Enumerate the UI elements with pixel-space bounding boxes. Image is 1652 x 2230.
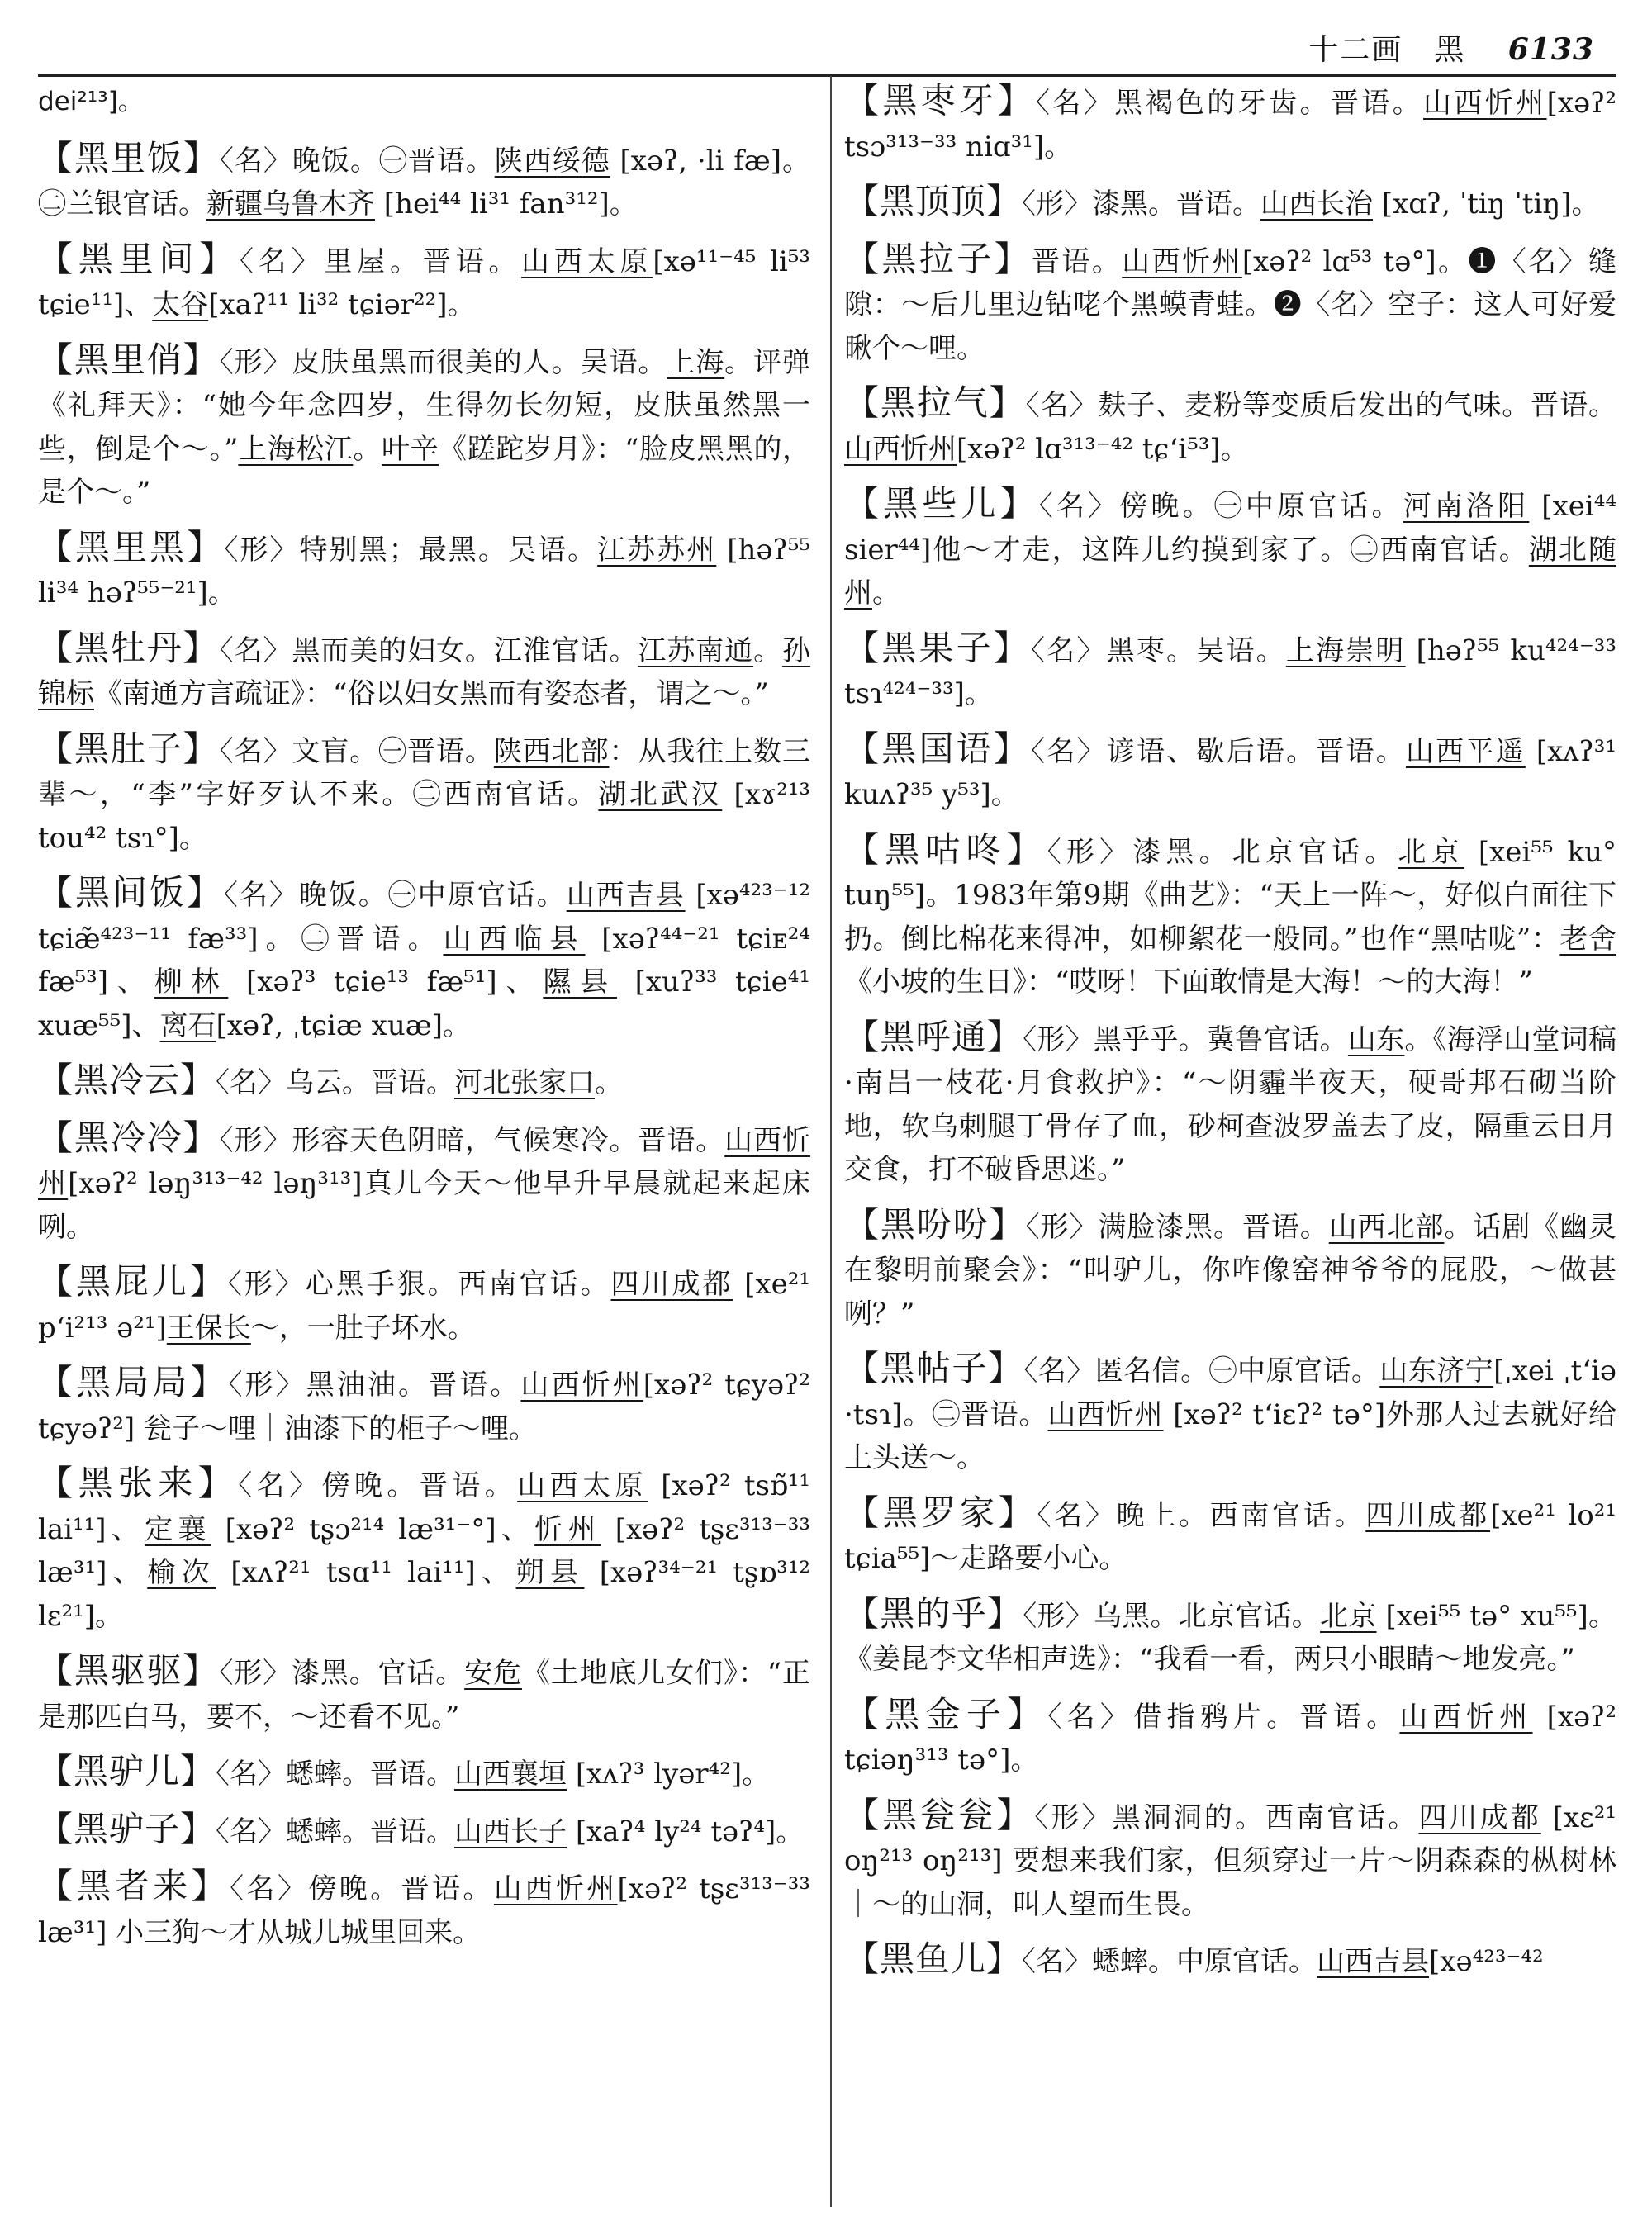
entry-text: [xə⁴²³⁻¹² tɕiæ̃⁴²³⁻¹¹ fæ³³]。㊁晋语。: [38, 879, 811, 956]
entry-text: [xəʔ² tʻiɛʔ² tə°]外那人过去就好给上头送～。: [844, 1397, 1617, 1474]
entry-text: [həʔ⁵⁵ ku⁴²⁴⁻³³ tsɿ⁴²⁴⁻³³]。: [844, 633, 1617, 710]
underlined-term: 朔县: [515, 1556, 585, 1589]
entry-headword: 【黑果子】: [844, 627, 1032, 668]
entry-headword: 【黑拉气】: [844, 382, 1026, 423]
entry-text: 〈名〉匿名信。㊀中原官话。: [1023, 1355, 1380, 1388]
dictionary-entry: [38, 1260, 810, 1350]
entry-headword: 【黑里黑】: [38, 526, 225, 567]
entry-text: 〈名〉蟋蟀。中原官话。: [1022, 1945, 1317, 1978]
underlined-term: 上海: [667, 345, 725, 379]
dictionary-entry: [844, 1492, 1616, 1581]
entry-text: 。: [353, 432, 382, 466]
dictionary-entry: [844, 1203, 1616, 1336]
underlined-term: 山西吉县: [1317, 1945, 1430, 1978]
underlined-term: 湖北武汉: [598, 778, 723, 811]
underlined-term: 忻州: [534, 1512, 601, 1546]
entry-text: 〈形〉漆黑。北京官话。: [1047, 835, 1398, 869]
entry-text: 〈形〉满脸漆黑。晋语。: [1025, 1210, 1329, 1244]
entry-text: 〈名〉黑枣。吴语。: [1031, 633, 1286, 667]
entry-text: 〈名〉傍晚。晋语。: [238, 1469, 518, 1502]
dictionary-entry: [844, 627, 1616, 716]
underlined-term: 山东济宁: [1379, 1355, 1494, 1388]
dictionary-entry: [38, 627, 810, 716]
left-column: [38, 79, 810, 1966]
entry-text: [xəʔ² ləŋ³¹³⁻⁴² ləŋ³¹³]真儿今天～他早升早晨就起来起床咧。: [38, 1167, 810, 1244]
entry-text: [xʌʔ³¹ kuʌʔ³⁵ y⁵³]。: [844, 734, 1616, 811]
header-rule: [38, 74, 1616, 77]
entry-text: 〈形〉黑洞洞的。西南官话。: [1034, 1801, 1419, 1834]
entry-text: 《南通方言疏证》：“俗以妇女黑而有姿态者，谓之～。”: [94, 677, 769, 710]
entry-text: [xəʔ² tɕiəŋ³¹³ tə°]。: [844, 1700, 1617, 1777]
entry-headword: 【黑冷冷】: [38, 1117, 220, 1158]
dictionary-entry: [38, 871, 810, 1047]
underlined-term: 山西北部: [1328, 1210, 1445, 1244]
dictionary-entry: [38, 238, 810, 327]
underlined-term: 山东: [1347, 1022, 1405, 1056]
entry-text: [hei⁴⁴ li³¹ fan³¹²]。: [375, 187, 638, 221]
entry-text: ～，一肚子坏水。: [250, 1311, 476, 1345]
entry-text: [xʌʔ³ lyər⁴²]。: [567, 1758, 771, 1791]
underlined-term: 山西长子: [454, 1815, 567, 1848]
dictionary-entry: [38, 137, 810, 226]
entry-text: [xəʔ² tʂɛ³¹³⁻³³ læ³¹]、: [38, 1512, 811, 1589]
dictionary-entry: [844, 1347, 1616, 1480]
entry-text: 〈名〉黑而美的妇女。江淮官话。: [219, 633, 638, 667]
dictionary-entry: [38, 526, 810, 615]
underlined-term: 河南洛阳: [1403, 490, 1530, 523]
underlined-term: 山西临县: [443, 922, 586, 956]
entry-headword: 【黑里间】: [38, 238, 240, 279]
entry-headword: 【黑呼通】: [844, 1016, 1023, 1057]
entry-headword: 【黑瓮瓮】: [844, 1794, 1035, 1835]
entry-text: [xei⁵⁵ ku° tuŋ⁵⁵]。1983年第9期《曲艺》：“天上一阵～，好似白面往下扔。倒比棉花来得冲，如柳絮花一般同。”也作“黑咕咙”：: [844, 835, 1617, 956]
page-number: 6133: [1507, 32, 1594, 67]
entry-text: [xaʔ⁴ ly²⁴ təʔ⁴]。: [567, 1815, 805, 1848]
entry-text: [xəʔ² lɑ³¹³⁻⁴² tɕʻi⁵³]。: [957, 432, 1249, 466]
underlined-term: 四川成都: [1418, 1801, 1541, 1834]
underlined-term: 榆次: [147, 1556, 216, 1589]
dictionary-entry: [38, 339, 810, 515]
entry-text: 〈名〉乌云。晋语。: [216, 1066, 455, 1099]
section-label: 十二画 黑: [1308, 33, 1466, 67]
entry-text: [ˌxei ˌtʻiə ·tsɿ]。㊁晋语。: [844, 1355, 1617, 1431]
entry-headword: 【黑鱼儿】: [844, 1938, 1023, 1979]
entry-headword: 【黑国语】: [844, 728, 1032, 769]
entry-headword: 【黑罗家】: [844, 1492, 1037, 1533]
underlined-term: 北京: [1320, 1599, 1377, 1633]
entry-headword: 【黑些儿】: [844, 483, 1039, 524]
underlined-term: 山西襄垣: [454, 1758, 567, 1791]
dictionary-entry: [844, 1693, 1616, 1782]
dictionary-entry: [38, 1808, 810, 1854]
entry-text: 〈形〉黑油油。晋语。: [228, 1369, 521, 1402]
entry-headword: 【黑张来】: [38, 1463, 239, 1503]
entry-text: 〈名〉蟋蟀。晋语。: [216, 1815, 455, 1848]
entry-text: [xə⁴²³⁻⁴²: [1429, 1945, 1544, 1978]
dictionary-entry: [38, 1750, 810, 1796]
entry-text: 〈名〉晚饭。㊀中原官话。: [223, 879, 567, 912]
entry-headword: 【黑顶顶】: [844, 181, 1023, 221]
entry-text: 。: [753, 633, 783, 667]
dictionary-entry: [38, 1117, 810, 1250]
entry-text: [xɤ²¹³ tou⁴² tsɿ°]。: [38, 778, 811, 855]
entry-headword: 【黑驱驱】: [38, 1650, 220, 1691]
entry-continuation: [38, 79, 810, 124]
underlined-term: 山西忻州: [38, 1123, 811, 1200]
entry-text: 〈名〉晚饭。㊀晋语。: [219, 144, 495, 178]
entry-text: 〈形〉心黑手狠。西南官话。: [227, 1268, 611, 1301]
entry-headword: 【黑屁儿】: [38, 1261, 228, 1302]
entry-text: [xəʔ² tɕyəʔ² tɕyəʔ²] 瓮子～哩｜油漆下的柜子～哩。: [38, 1369, 810, 1445]
underlined-term: 陕西北部: [493, 734, 610, 768]
entry-text: [xəʔ² tʂɔ²¹⁴ læ³¹⁻°]、: [211, 1512, 535, 1546]
entry-text: [xɛ²¹ oŋ²¹³ oŋ²¹³] 要想来我们家，但须穿过一片～阴森森的枞树林｜～的山洞，叫人望而生畏。: [844, 1801, 1616, 1921]
underlined-term: 山西忻州: [493, 1872, 618, 1905]
entry-text: 〈形〉漆黑。官话。: [219, 1657, 465, 1690]
dictionary-entry: [38, 1865, 810, 1954]
entry-text: [xuʔ³³ tɕie⁴¹ xuæ⁵⁵]、: [38, 966, 811, 1042]
entry-headword: 【黑帖子】: [844, 1348, 1024, 1388]
underlined-term: 叶辛: [381, 432, 439, 466]
underlined-term: 山西忻州: [1423, 87, 1547, 120]
entry-headword: 【黑金子】: [844, 1693, 1048, 1734]
entry-text: [xəʔ² lɑ⁵³ tə°]。❶〈名〉缝隙：～后儿里边钻咾个黑蟆青蛙。❷〈名〉空子：这人可好爱瞅个～哩。: [844, 244, 1617, 365]
entry-text: 。话剧《幽灵在黎明前聚会》：“叫驴儿，你咋像窑神爷爷的屁股，～做甚咧？”: [844, 1210, 1617, 1331]
phonetic-text: dei²¹³]。: [38, 87, 144, 116]
entry-text: [xe²¹ lo²¹ tɕia⁵⁵]～走路要小心。: [844, 1498, 1616, 1575]
underlined-term: 四川成都: [610, 1268, 733, 1301]
entry-headword: 【黑牡丹】: [38, 627, 220, 668]
entry-text: 。: [595, 1066, 624, 1099]
entry-text: 。: [872, 576, 900, 610]
underlined-term: 柳林: [154, 966, 229, 999]
entry-text: 〈形〉形容天色阴暗，气候寒冷。晋语。: [219, 1123, 725, 1157]
entry-text: 〈名〉文盲。㊀晋语。: [219, 734, 494, 768]
entry-text: 《小坡的生日》：“哎呀！下面敢情是大海！～的大海！”: [844, 966, 1533, 999]
entry-headword: 【黑里饭】: [38, 137, 220, 178]
dictionary-entry: [38, 728, 810, 861]
dictionary-entry: [844, 180, 1616, 226]
dictionary-entry: [844, 79, 1616, 168]
underlined-term: 孙锦标: [38, 633, 811, 710]
entry-text: 〈名〉蟋蟀。晋语。: [216, 1758, 455, 1791]
column-divider: [830, 76, 832, 2207]
entry-text: 〈形〉漆黑。晋语。: [1022, 187, 1261, 221]
entry-text: 〈形〉乌黑。北京官话。: [1023, 1599, 1320, 1633]
entry-text: [xəʔ² tsɔ³¹³⁻³³ niɑ³¹]。: [844, 87, 1616, 164]
entry-text: 〈名〉黑褐色的牙齿。晋语。: [1035, 87, 1424, 120]
underlined-term: 山西忻州: [520, 1369, 643, 1402]
underlined-term: 山西忻州: [844, 432, 957, 466]
dictionary-entry: [38, 1462, 810, 1638]
dictionary-entry: [844, 728, 1616, 817]
underlined-term: 山西忻州: [1399, 1700, 1533, 1734]
underlined-term: 山西长治: [1260, 187, 1374, 221]
underlined-term: 江苏苏州: [597, 533, 717, 567]
underlined-term: 山西太原: [517, 1469, 648, 1502]
entry-headword: 【黑肚子】: [38, 728, 220, 769]
entry-text: [xaʔ¹¹ li³² tɕiər²²]。: [208, 288, 476, 321]
entry-text: [xəʔ³ tɕie¹³ fæ⁵¹]、: [228, 966, 544, 999]
underlined-term: 离石: [159, 1008, 216, 1042]
entry-text: 〈名〉晚上。西南官话。: [1037, 1498, 1366, 1532]
underlined-term: 山西忻州: [1047, 1397, 1164, 1431]
entry-text: ]。㊁兰银官话。: [38, 144, 811, 221]
entry-text: 〈名〉傍晚。㊀中原官话。: [1038, 490, 1403, 523]
underlined-term: 上海松江: [238, 432, 354, 466]
entry-text: [xʌʔ²¹ tsɑ¹¹ lai¹¹]、: [216, 1556, 516, 1589]
entry-text: [xɑʔ, ˈtiŋ ˈtiŋ]。: [1373, 187, 1600, 221]
entry-headword: 【黑驴子】: [38, 1808, 216, 1849]
dictionary-entry: [844, 1016, 1616, 1192]
underlined-term: 山西吉县: [566, 879, 686, 912]
entry-text: [xə¹¹⁻⁴⁵ li⁵³ tɕie¹¹]、: [38, 244, 810, 321]
entry-text: [xei⁴⁴ sier⁴⁴]他～才走，这阵儿约摸到家了。㊁西南官话。: [844, 490, 1617, 567]
entry-headword: 【黑的乎】: [844, 1592, 1023, 1634]
underlined-term: 湖北随州: [844, 533, 1616, 610]
entry-text: 〈名〉谚语、歇后语。晋语。: [1031, 734, 1406, 768]
underlined-term: 定襄: [145, 1512, 211, 1546]
underlined-term: 隰县: [543, 966, 617, 999]
dictionary-entry: [844, 382, 1616, 471]
entry-text: 晋语。: [1032, 244, 1123, 278]
underlined-term: 王保长: [166, 1311, 251, 1345]
entry-text: [xəʔ⁴⁴⁻²¹ tɕiᴇ²⁴ fæ⁵³]、: [38, 922, 810, 999]
entry-headword: 【黑咕咚】: [844, 828, 1047, 870]
entry-headword: 【黑枣牙】: [844, 80, 1036, 121]
underlined-term: 四川成都: [1365, 1498, 1491, 1532]
entry-headword: 【黑里俏】: [38, 339, 220, 380]
entry-headword: 【黑者来】: [38, 1866, 230, 1906]
dictionary-entry: [844, 1794, 1616, 1927]
entry-text: 〈名〉借指鸦片。晋语。: [1047, 1700, 1400, 1734]
dictionary-entry: [38, 1649, 810, 1739]
right-column: [844, 79, 1616, 1995]
dictionary-entry: [844, 828, 1616, 1004]
dictionary-entry: [844, 1938, 1616, 1984]
dictionary-entry: [844, 482, 1616, 615]
underlined-term: 陕西绥德: [494, 144, 610, 178]
entry-text: 〈名〉麸子、麦粉等变质后发出的气味。晋语。: [1025, 389, 1616, 422]
entry-text: ：从我往上数三辈～，“李”字好歹认不来。㊁西南官话。: [38, 734, 811, 811]
underlined-term: 老舍: [1559, 922, 1616, 956]
underlined-term: 山西平遥: [1405, 734, 1526, 768]
entry-headword: 【黑拉子】: [844, 238, 1032, 279]
running-header: [1308, 26, 1594, 69]
entry-text: [xəʔ, ·li fæ: [610, 144, 771, 178]
entry-text: 〈形〉皮肤虽黑而很美的人。吴语。: [219, 345, 667, 379]
entry-text: 《土地底儿女们》：“正是那匹白马，要不，～还看不见。”: [38, 1657, 811, 1734]
entry-headword: 【黑冷云】: [38, 1060, 216, 1100]
entry-headword: 【黑驴儿】: [38, 1751, 216, 1791]
underlined-term: 山西忻州: [1122, 244, 1242, 278]
dictionary-entry: [38, 1059, 810, 1105]
entry-text: [həʔ⁵⁵ li³⁴ həʔ⁵⁵⁻²¹]。: [38, 533, 810, 610]
entry-headword: 【黑局局】: [38, 1362, 229, 1402]
entry-text: 〈形〉黑乎乎。冀鲁官话。: [1023, 1022, 1348, 1056]
underlined-term: 北京: [1398, 835, 1464, 869]
underlined-term: 江苏南通: [638, 633, 754, 667]
entry-text: [xəʔ² tsɒ̃¹¹ lai¹¹]、: [38, 1469, 811, 1546]
underlined-term: 新疆乌鲁木齐: [206, 187, 375, 221]
entry-headword: 【黑间饭】: [38, 872, 224, 913]
entry-text: [xəʔ, ˌtɕiæ xuæ]。: [216, 1008, 471, 1042]
underlined-term: 上海崇明: [1285, 633, 1406, 667]
entry-text: 〈形〉特别黑；最黑。吴语。: [224, 533, 598, 567]
entry-text: [xəʔ³⁴⁻²¹ tʂɒ³¹² lɛ²¹]。: [38, 1556, 811, 1633]
entry-text: 。《海浮山堂词稿·南吕一枝花·月食救护》：“～阴霾半夜天，硬哥邦石砌当阶地，软乌刺腿丁骨存了血，砂柯查波罗盖去了皮，隔重云日月交食，打不破昏思迷。”: [844, 1022, 1617, 1186]
entry-text: 〈名〉傍晚。晋语。: [230, 1872, 494, 1905]
entry-text: [xe²¹ pʻi²¹³ ə²¹]: [38, 1268, 810, 1345]
underlined-term: 山西太原: [521, 244, 653, 278]
underlined-term: 河北张家口: [454, 1066, 596, 1099]
underlined-term: 安危: [464, 1657, 522, 1690]
dictionary-entry: [38, 1361, 810, 1450]
entry-text: 。评弹《礼拜天》：“她今年念四岁，生得勿长勿短，皮肤虽然黑一些，倒是个～。”: [38, 345, 811, 466]
underlined-term: 太谷: [152, 288, 209, 321]
entry-text: [xəʔ² tʂɛ³¹³⁻³³ læ³¹] 小三狗～才从城儿城里回来。: [38, 1872, 810, 1949]
dictionary-entry: [844, 238, 1616, 371]
entry-text: 〈名〉里屋。晋语。: [240, 244, 522, 278]
entry-text: [xei⁵⁵ tə° xu⁵⁵]。《姜昆李文华相声选》：“我看一看，两只小眼睛～地发亮。”: [844, 1599, 1616, 1676]
entry-text: 《蹉跎岁月》：“脸皮黑黑的，是个～。”: [38, 432, 811, 509]
dictionary-entry: [844, 1592, 1616, 1682]
entry-headword: 【黑吩吩】: [844, 1203, 1026, 1245]
